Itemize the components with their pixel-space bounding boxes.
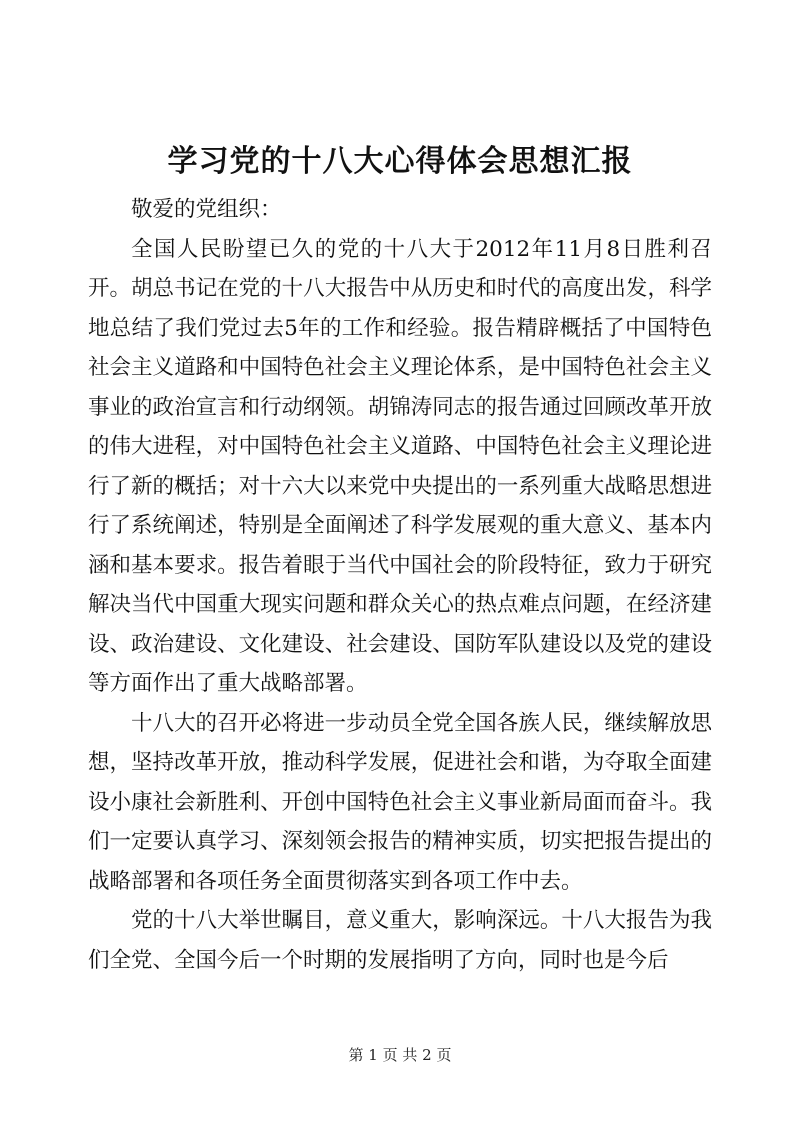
paragraph-3: 党的十八大举世瞩目，意义重大，影响深远。十八大报告为我们全党、全国今后一个时期的发展指明了方向，同时也是今后 xyxy=(88,908,712,973)
page-number-footer: 第 1 页 共 2 页 xyxy=(348,1046,452,1064)
paragraph-1: 全国人民盼望已久的党的十八大于2012年11月8日胜利召开。胡总书记在党的十八大报告中从历史和时代的高度出发，科学地总结了我们党过去5年的工作和经验。报告精辟概括了中国特色社会主义道路和中国特色社会主义理论体系，是中国特色社会主义事业的政治宣言和行动纲领。胡锦涛同志的报告通过回顾改革开放的伟大进程，对中国特色社会主义道路、中国特色社会主义理论进行了新的概括；对十六大以来党中央提出的一系列重大战略思想进行了系统阐述，特别是全面阐述了科学发展观的重大意义、基本内涵和基本要求。报告着眼于当代中国社会的阶段特征，致力于研究解决当代中国重大现实问题和群众关心的热点难点问题，在经济建设、政治建设、文化建设、社会建设、国防军队建设以及党的建设等方面作出了重大战略部署。 xyxy=(88,236,712,696)
paragraph-2: 十八大的召开必将进一步动员全党全国各族人民，继续解放思想，坚持改革开放，推动科学发展，促进社会和谐，为夺取全面建设小康社会新胜利、开创中国特色社会主义事业新局面而奋斗。我们一定要认真学习、深刻领会报告的精神实质，切实把报告提出的战略部署和各项任务全面贯彻落实到各项工作中去。 xyxy=(88,710,712,894)
document-body xyxy=(88,190,712,980)
document-title: 学习党的十八大心得体会思想汇报 xyxy=(167,144,633,179)
salutation: 敬爱的党组织： xyxy=(131,197,282,222)
